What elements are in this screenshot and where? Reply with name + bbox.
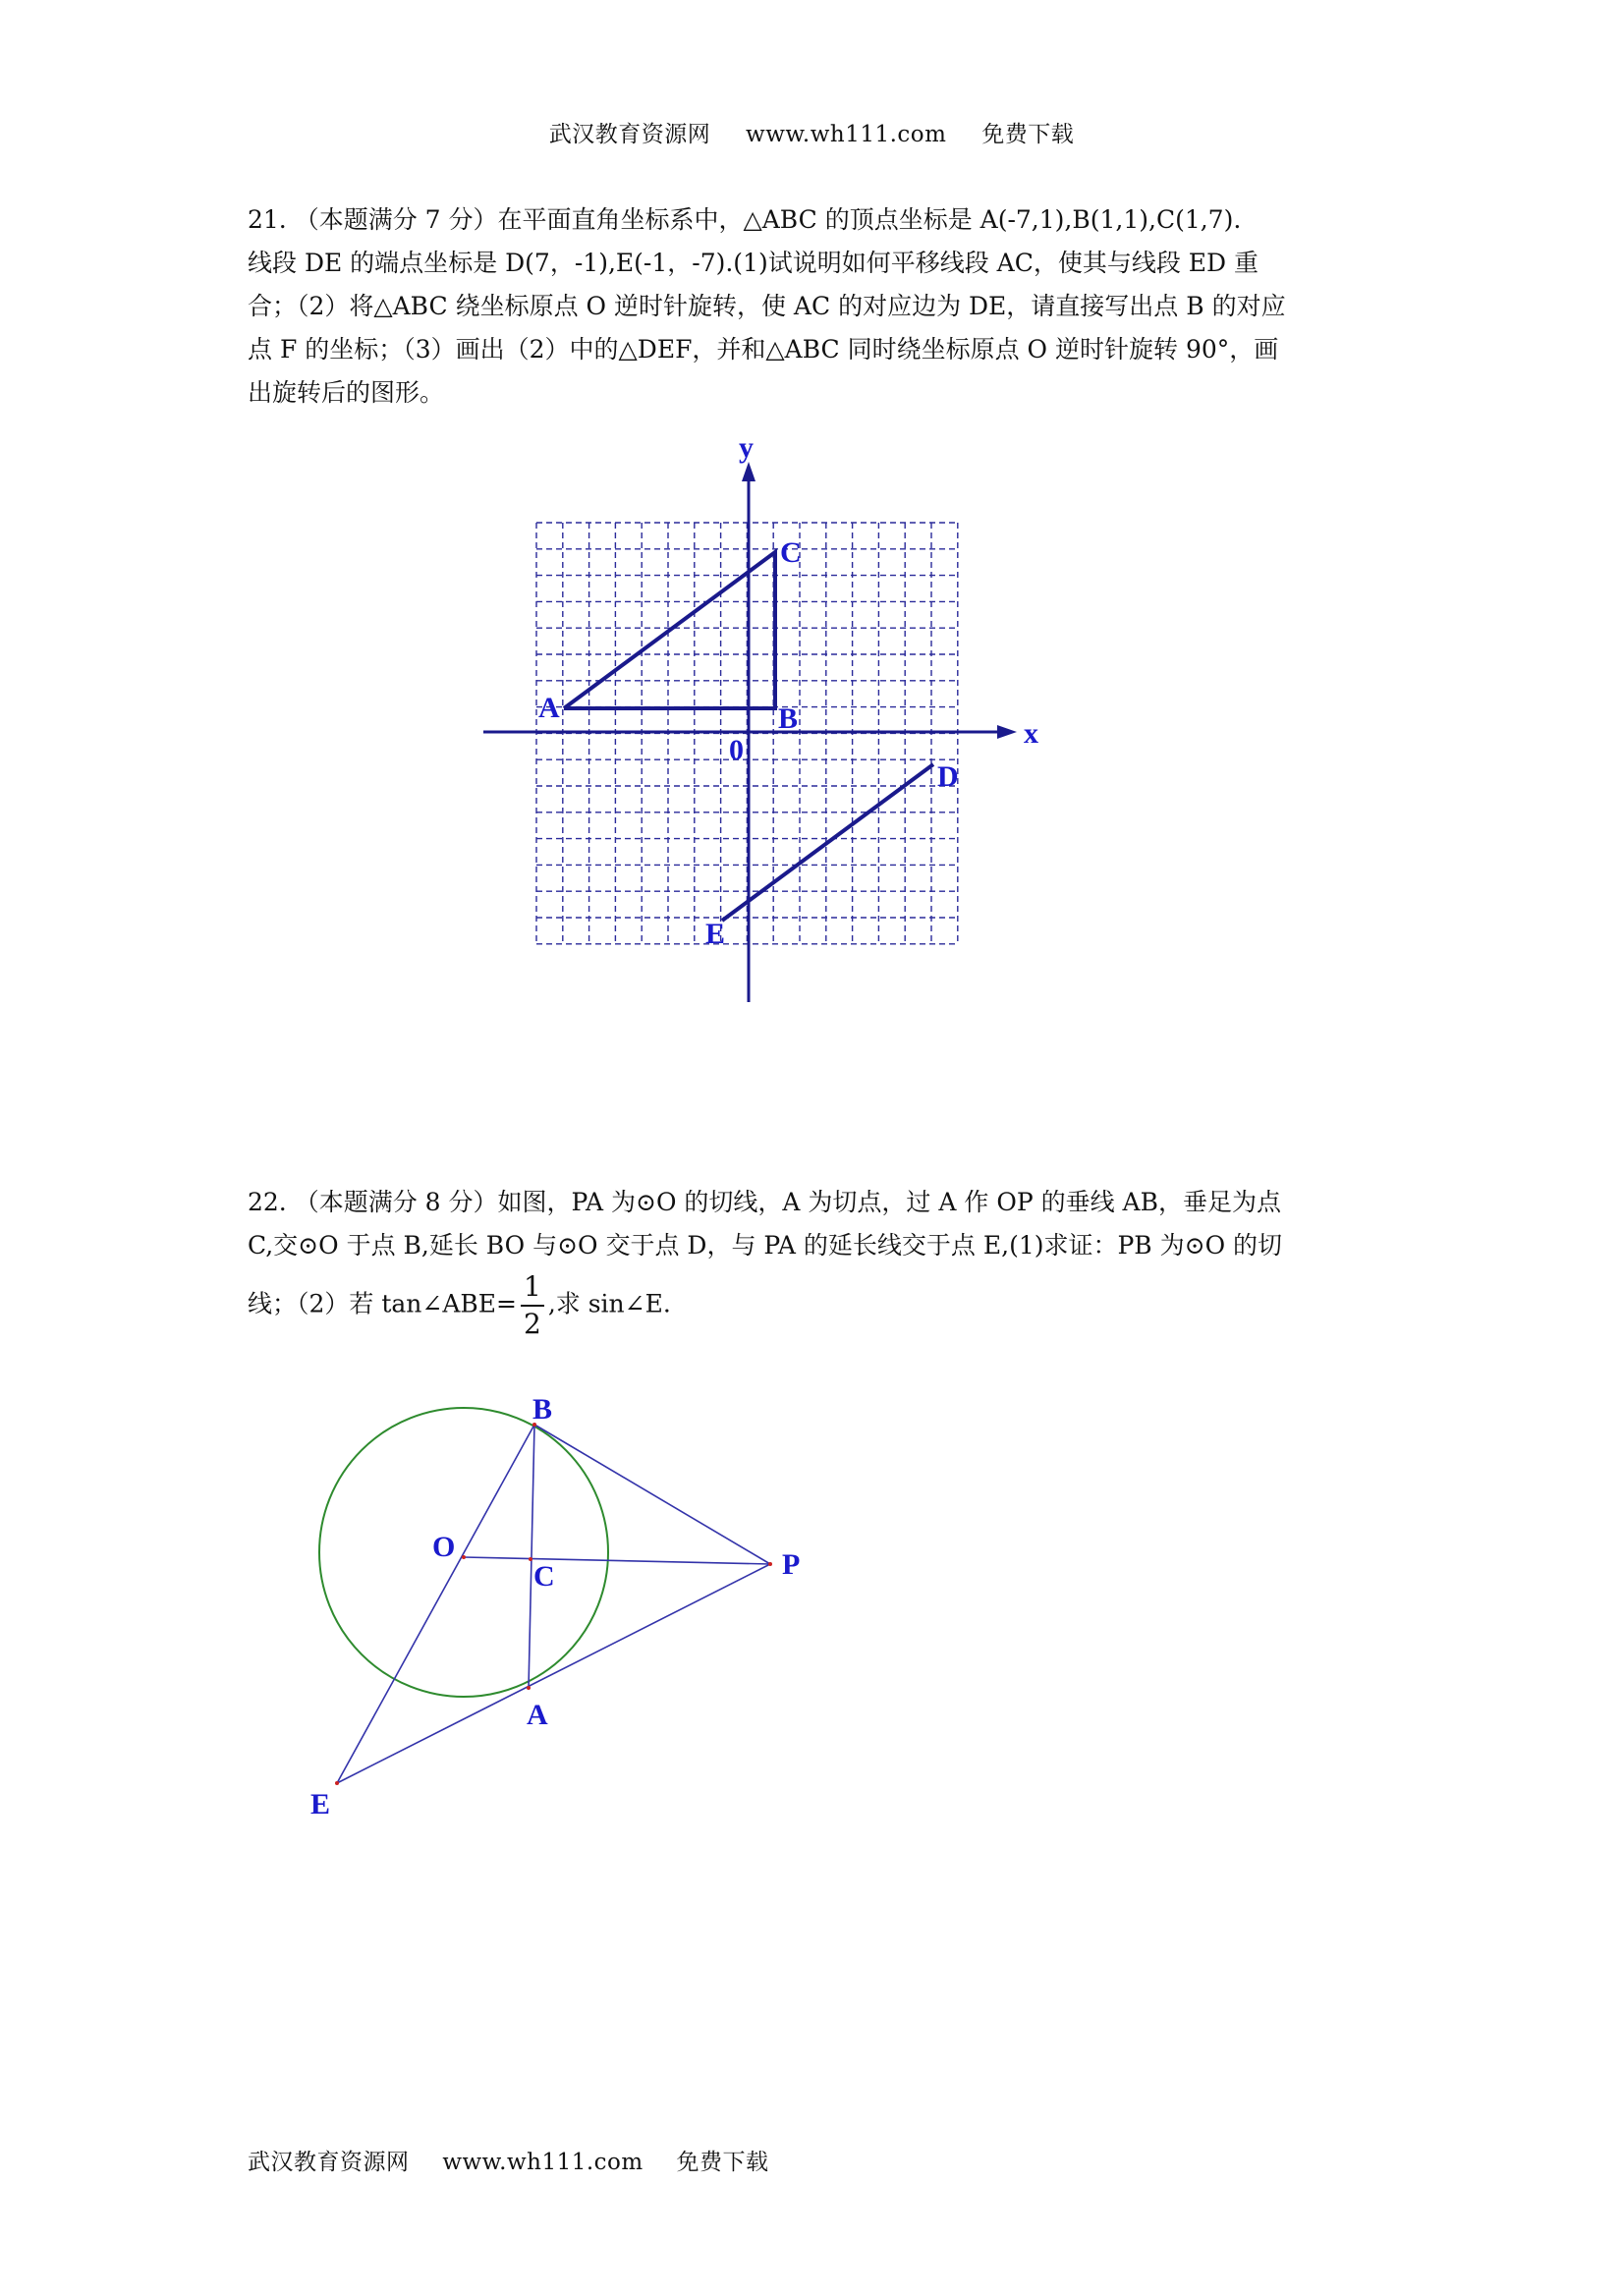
q21-line: 线段 DE 的端点坐标是 D(7，-1),E(-1，-7).(1)试说明如何平移线段 AC，使其与线段 ED 重 [248, 249, 1259, 277]
fraction [521, 1270, 544, 1340]
q21-line: 21. （本题满分 7 分）在平面直角坐标系中，△ABC 的顶点坐标是 A(-7,1),B(1,1),C(1,7). [248, 205, 1242, 234]
segment-bp [534, 1425, 770, 1564]
header-note: 免费下载 [981, 122, 1075, 147]
circle-tangent-figure [295, 1385, 845, 1837]
page-header [0, 116, 1623, 148]
segment-ep [337, 1564, 770, 1783]
footer-url[interactable]: www.wh111.com [442, 2150, 644, 2175]
point-label-a: A [538, 692, 560, 724]
point-label-e: E [310, 1788, 331, 1820]
segment-op [464, 1557, 770, 1564]
footer-note: 免费下载 [676, 2150, 769, 2175]
origin-label: 0 [729, 734, 744, 766]
fraction-numerator: 1 [521, 1273, 544, 1307]
q22-line: 22. （本题满分 8 分）如图，PA 为⊙O 的切线，A 为切点，过 A 作 OP 的垂线 AB，垂足为点 [248, 1188, 1281, 1216]
header-site: 武汉教育资源网 [548, 122, 711, 147]
point-label-d: D [937, 760, 959, 793]
point-label-b: B [778, 702, 799, 735]
q21-line: 点 F 的坐标；（3）画出（2）中的△DEF，并和△ABC 同时绕坐标原点 O 逆时针旋转 90°，画 [248, 335, 1279, 364]
segment-be [337, 1425, 534, 1783]
point-label-b: B [532, 1393, 553, 1426]
point-label-o: O [432, 1531, 456, 1563]
q22-line [248, 1270, 1387, 1340]
point-label-e: E [705, 918, 726, 950]
fraction-denominator: 2 [523, 1308, 541, 1340]
point-label-c: C [780, 536, 802, 569]
question-21 [248, 198, 1387, 415]
coordinate-grid-figure [462, 422, 1071, 1012]
x-arrow-icon [997, 725, 1017, 739]
footer-site: 武汉教育资源网 [248, 2150, 410, 2175]
segment-de [722, 764, 933, 921]
axis-label-y: y [739, 431, 754, 464]
segment-ab [529, 1425, 534, 1688]
question-22 [248, 1181, 1387, 1338]
point-label-a: A [527, 1699, 548, 1731]
page-footer [248, 2144, 795, 2176]
axis-label-x: x [1024, 717, 1038, 750]
y-arrow-icon [742, 462, 756, 481]
point-label-p: P [782, 1548, 801, 1581]
q22-line3-text: 线；（2）若 tan∠ABE= [248, 1289, 517, 1318]
q21-line: 合；（2）将△ABC 绕坐标原点 O 逆时针旋转，使 AC 的对应边为 DE，请直接写出点 B 的对应 [248, 292, 1286, 320]
q22-line: C,交⊙O 于点 B,延长 BO 与⊙O 交于点 D，与 PA 的延长线交于点 E,(1)求证：PB 为⊙O 的切 [248, 1231, 1283, 1260]
point-label-c: C [533, 1560, 555, 1593]
q21-line: 出旋转后的图形。 [248, 378, 445, 407]
q22-line3-tail: ,求 sin∠E. [547, 1289, 671, 1318]
header-url[interactable]: www.wh111.com [746, 122, 947, 147]
